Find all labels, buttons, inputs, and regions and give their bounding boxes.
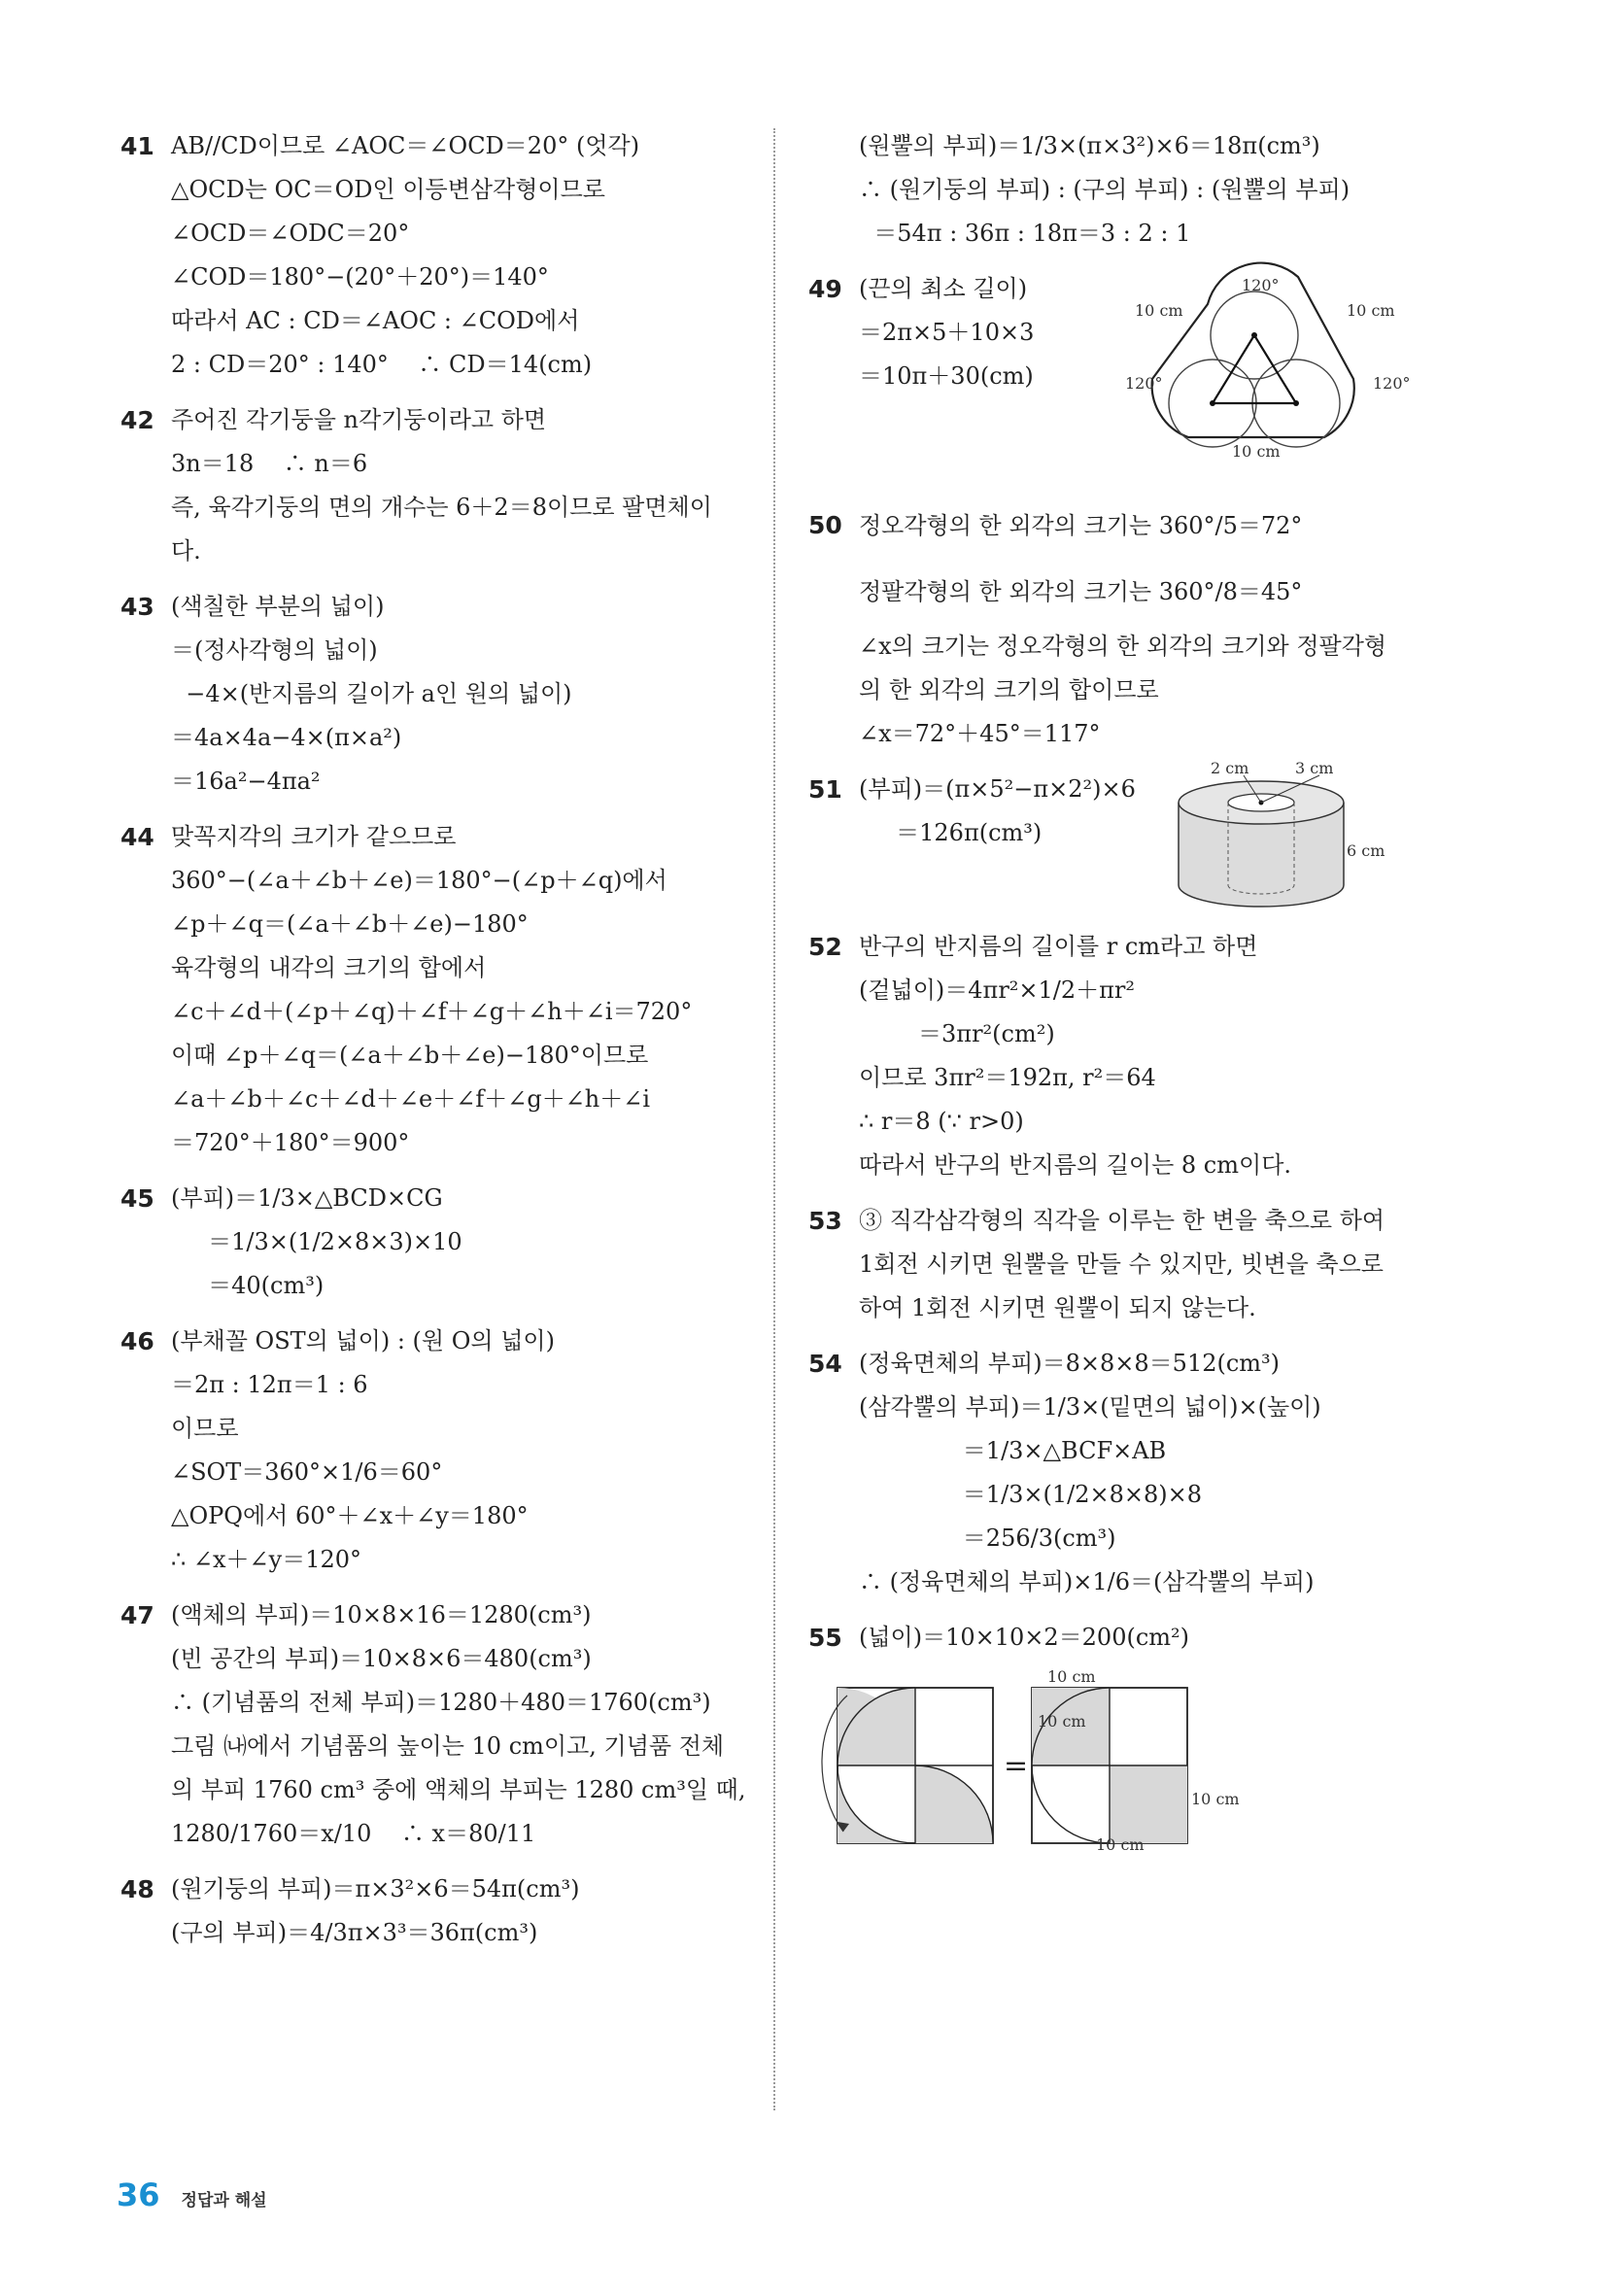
solution-line: ＝54π : 36π : 18π＝3 : 2 : 1 xyxy=(859,220,1191,247)
angle-label-left: 120° xyxy=(1125,374,1163,393)
solution-line: 의 부피 1760 cm³ 중에 액체의 부피는 1280 cm³일 때, xyxy=(171,1776,746,1803)
problem-41 xyxy=(117,124,748,387)
solution-line: ＝10π＋30(cm) xyxy=(859,362,1034,390)
problem-number: 43 xyxy=(120,593,154,621)
hollow-cylinder-figure xyxy=(1164,759,1387,919)
solution-line: 즉, 육각기둥의 면의 개수는 6＋2＝8이므로 팔면체이 xyxy=(171,494,712,521)
solution-line: △OCD는 OC＝OD인 이등변삼각형이므로 xyxy=(171,176,605,203)
solution-line: ＝256/3(cm³) xyxy=(859,1525,1116,1552)
problem-number: 47 xyxy=(120,1601,154,1629)
problem-46 xyxy=(117,1319,748,1582)
problem-number: 55 xyxy=(808,1624,842,1652)
solution-line: ＝3πr²(cm²) xyxy=(859,1020,1055,1047)
length-label-bottom: 10 cm xyxy=(1096,1835,1145,1854)
solution-line: ③ 직각삼각형의 직각을 이루는 한 변을 축으로 하여 xyxy=(859,1207,1385,1234)
solution-line: 맞꼭지각의 크기가 같으므로 xyxy=(171,823,457,850)
problem-47 xyxy=(117,1593,748,1856)
problem-43 xyxy=(117,585,748,804)
problem-55 xyxy=(804,1616,1436,1854)
left-column xyxy=(117,124,748,1967)
problem-number: 52 xyxy=(808,933,842,961)
solution-line: ＝2π×5＋10×3 xyxy=(859,319,1035,346)
solution-line: ∴ ∠x＋∠y＝120° xyxy=(171,1546,362,1573)
problem-number: 51 xyxy=(808,775,842,804)
problem-50 xyxy=(804,493,1436,756)
problem-number: 42 xyxy=(120,406,154,434)
solution-line: −4×(반지름의 길이가 a인 원의 넓이) xyxy=(171,680,572,707)
solution-line: AB//CD이므로 ∠AOC＝∠OCD＝20° (엇각) xyxy=(171,132,640,159)
length-label-right: 10 cm xyxy=(1347,301,1395,320)
solution-line: ＝1/3×(1/2×8×8)×8 xyxy=(859,1481,1203,1508)
solution-line: (끈의 최소 길이) xyxy=(859,275,1028,302)
solution-line: ＝16a²−4πa² xyxy=(171,768,321,795)
solution-line: ＝1/3×△BCF×AB xyxy=(859,1437,1167,1464)
length-label-left: 10 cm xyxy=(1135,301,1183,320)
angle-label-right: 120° xyxy=(1373,374,1411,393)
problem-42 xyxy=(117,398,748,573)
problem-number: 46 xyxy=(120,1327,154,1355)
solution-line: 1회전 시키면 원뿔을 만들 수 있지만, 빗변을 축으로 xyxy=(859,1251,1384,1278)
solution-line: (액체의 부피)＝10×8×16＝1280(cm³) xyxy=(171,1601,592,1628)
problem-number: 45 xyxy=(120,1184,154,1213)
square-area-figure xyxy=(804,1666,1240,1854)
right-column xyxy=(804,124,1436,1861)
rope-circles-figure xyxy=(1125,257,1426,462)
solution-line: 정오각형의 한 외각의 크기는 360°/5＝72° xyxy=(859,512,1303,539)
column-divider xyxy=(773,128,775,2110)
solution-line: 그림 ㈏에서 기념품의 높이는 10 cm이고, 기념품 전체 xyxy=(171,1732,725,1760)
solution-line: ＝4a×4a−4×(π×a²) xyxy=(171,724,402,751)
problem-number: 53 xyxy=(808,1207,842,1235)
solution-line: 이므로 3πr²＝192π, r²＝64 xyxy=(859,1064,1156,1091)
solution-line: ∠SOT＝360°×1/6＝60° xyxy=(171,1458,443,1486)
solution-line: 다. xyxy=(171,537,201,565)
solution-line: 따라서 AC : CD＝∠AOC : ∠COD에서 xyxy=(171,307,580,334)
solution-line: ＝1/3×(1/2×8×3)×10 xyxy=(171,1228,462,1255)
problem-number: 49 xyxy=(808,275,842,303)
length-label-top: 10 cm xyxy=(1047,1667,1096,1686)
equals-sign: = xyxy=(1004,1749,1029,1783)
solution-line: 반구의 반지름의 길이를 r cm라고 하면 xyxy=(859,933,1258,960)
solution-line: ＝2π : 12π＝1 : 6 xyxy=(171,1371,368,1398)
solution-line: 2 : CD＝20° : 140° ∴ CD＝14(cm) xyxy=(171,351,593,378)
solution-line: ＝720°＋180°＝900° xyxy=(171,1129,410,1156)
solution-line: ∴ (기념품의 전체 부피)＝1280＋480＝1760(cm³) xyxy=(171,1689,711,1716)
problem-48-continued xyxy=(804,124,1436,256)
solution-line: (부피)＝1/3×△BCD×CG xyxy=(171,1184,443,1212)
solution-line: 정팔각형의 한 외각의 크기는 360°/8＝45° xyxy=(859,578,1303,605)
problem-44 xyxy=(117,815,748,1165)
solution-line: ∠x의 크기는 정오각형의 한 외각의 크기와 정팔각형 xyxy=(859,633,1387,660)
solution-line: ∠p＋∠q＝(∠a＋∠b＋∠e)−180° xyxy=(171,910,529,938)
inner-radius-label: 2 cm xyxy=(1211,759,1249,777)
solution-line: ∠x＝72°＋45°＝117° xyxy=(859,720,1101,747)
height-label: 6 cm xyxy=(1347,841,1385,860)
solution-line: (넓이)＝10×10×2＝200(cm²) xyxy=(859,1624,1190,1651)
page-footer xyxy=(117,2176,267,2213)
solution-line: (삼각뿔의 부피)＝1/3×(밑면의 넓이)×(높이) xyxy=(859,1393,1321,1421)
solution-line: ＝126π(cm³) xyxy=(859,819,1043,846)
solution-line: (빈 공간의 부피)＝10×8×6＝480(cm³) xyxy=(171,1645,592,1672)
solution-line: ∴ r＝8 (∵ r>0) xyxy=(859,1108,1024,1135)
solution-line: 하여 1회전 시키면 원뿔이 되지 않는다. xyxy=(859,1294,1256,1321)
solution-line: ∠OCD＝∠ODC＝20° xyxy=(171,220,410,247)
problem-number: 41 xyxy=(120,132,154,160)
solution-line: (색칠한 부분의 넓이) xyxy=(171,593,385,620)
solution-line: (부채꼴 OST의 넓이) : (원 O의 넓이) xyxy=(171,1327,555,1354)
solution-line: ＝(정사각형의 넓이) xyxy=(171,636,378,664)
problem-49 xyxy=(804,267,1436,481)
problem-number: 54 xyxy=(808,1350,842,1378)
solution-line: ∴ (원기둥의 부피) : (구의 부피) : (원뿔의 부피) xyxy=(859,176,1351,203)
solution-line: ＝40(cm³) xyxy=(171,1272,325,1299)
solution-line: 360°−(∠a＋∠b＋∠e)＝180°−(∠p＋∠q)에서 xyxy=(171,867,667,894)
solution-line: 3n＝18 ∴ n＝6 xyxy=(171,450,368,477)
solution-line: 의 한 외각의 크기의 합이므로 xyxy=(859,676,1159,703)
solution-line: (구의 부피)＝4/3π×3³＝36π(cm³) xyxy=(171,1919,538,1946)
solution-line: ∠a＋∠b＋∠c＋∠d＋∠e＋∠f＋∠g＋∠h＋∠i xyxy=(171,1085,651,1113)
solution-line: (겉넓이)＝4πr²×1/2＋πr² xyxy=(859,977,1136,1004)
problem-51 xyxy=(804,759,1436,913)
solution-line: ∴ (정육면체의 부피)×1/6＝(삼각뿔의 부피) xyxy=(859,1568,1315,1595)
solution-line: △OPQ에서 60°＋∠x＋∠y＝180° xyxy=(171,1502,529,1529)
solution-line: ∠c＋∠d＋(∠p＋∠q)＋∠f＋∠g＋∠h＋∠i＝720° xyxy=(171,998,693,1025)
length-label-right: 10 cm xyxy=(1191,1790,1240,1808)
angle-label-top: 120° xyxy=(1242,276,1280,294)
solution-line: (원기둥의 부피)＝π×3²×6＝54π(cm³) xyxy=(171,1875,580,1902)
solution-line: (원뿔의 부피)＝1/3×(π×3²)×6＝18π(cm³) xyxy=(859,132,1320,159)
problem-number: 48 xyxy=(120,1875,154,1903)
solution-line: 1280/1760＝x/10 ∴ x＝80/11 xyxy=(171,1820,536,1847)
problem-number: 44 xyxy=(120,823,154,851)
solution-line: 이때 ∠p＋∠q＝(∠a＋∠b＋∠e)−180°이므로 xyxy=(171,1042,649,1069)
length-label-inner: 10 cm xyxy=(1038,1712,1086,1731)
solution-line: 따라서 반구의 반지름의 길이는 8 cm이다. xyxy=(859,1151,1292,1179)
problem-53 xyxy=(804,1199,1436,1330)
page-number: 36 xyxy=(117,2176,160,2213)
solution-line: 육각형의 내각의 크기의 합에서 xyxy=(171,954,487,981)
solution-line: (정육면체의 부피)＝8×8×8＝512(cm³) xyxy=(859,1350,1281,1377)
problem-number: 50 xyxy=(808,511,842,539)
footer-title: 정답과 해설 xyxy=(181,2191,267,2210)
problem-48 xyxy=(117,1868,748,1955)
solution-line: (부피)＝(π×5²−π×2²)×6 xyxy=(859,775,1136,803)
length-label-bottom: 10 cm xyxy=(1232,442,1281,461)
problem-54 xyxy=(804,1342,1436,1604)
solution-line: ∠COD＝180°−(20°＋20°)＝140° xyxy=(171,263,549,291)
outer-radius-label: 3 cm xyxy=(1295,759,1334,777)
problem-45 xyxy=(117,1177,748,1308)
problem-52 xyxy=(804,925,1436,1187)
solution-line: 이므로 xyxy=(171,1415,239,1442)
solution-line: 주어진 각기둥을 n각기둥이라고 하면 xyxy=(171,406,547,433)
